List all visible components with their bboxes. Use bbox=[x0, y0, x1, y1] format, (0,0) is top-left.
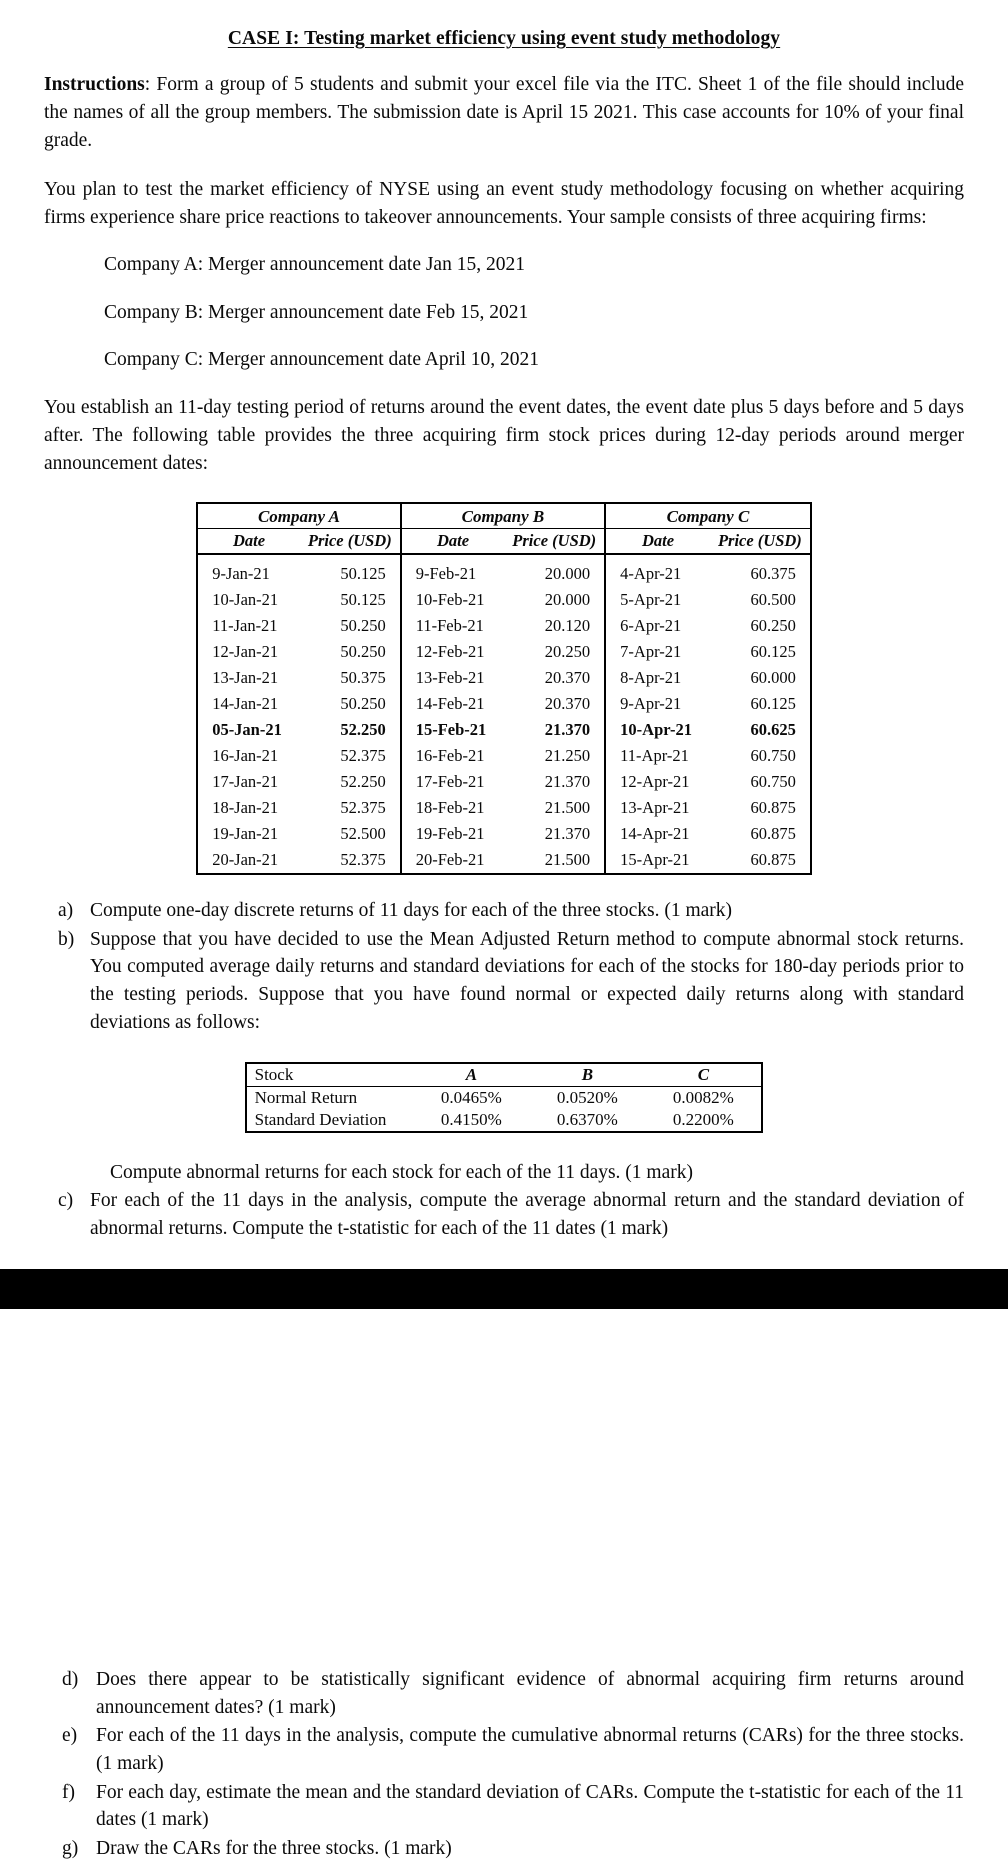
list-marker: d) bbox=[62, 1669, 79, 1690]
question-text: Suppose that you have decided to use the Mean Adjusted Return method to compute abnormal stock returns. You computed average daily returns and standard deviations for each of the stocks for 180-day periods prior to the testing periods. Suppose that you have found normal or expected daily returns along with standard deviations as follows: bbox=[90, 928, 964, 1033]
cell-c-date: 6-Apr-21 bbox=[605, 613, 710, 639]
list-marker: f) bbox=[62, 1781, 75, 1803]
cell-b-date: 9-Feb-21 bbox=[401, 554, 505, 587]
cell-a-price: 50.375 bbox=[340, 667, 386, 687]
table-row bbox=[197, 691, 811, 717]
table-row bbox=[197, 639, 811, 665]
cell-b-price: 21.500 bbox=[544, 849, 591, 869]
cell-c-price: 60.125 bbox=[750, 641, 796, 661]
price-table-group-header-row bbox=[197, 503, 811, 529]
instructions-text: : Form a group of 5 students and submit your excel file via the ITC. Sheet 1 of the file should include the names of all the group members. The submission date is April 15 2021. This case accounts for 10% of your final grade. bbox=[44, 74, 964, 151]
stats-value-c: 0.2200% bbox=[672, 1110, 734, 1130]
cell-b-date: 19-Feb-21 bbox=[401, 821, 505, 847]
company-a-line: Company A: Merger announcement date Jan 15, 2021 bbox=[104, 254, 525, 276]
cell-c-price: 60.125 bbox=[750, 693, 796, 713]
questions-lower-block bbox=[0, 1666, 1008, 1870]
cell-a-date: 20-Jan-21 bbox=[212, 849, 279, 869]
stats-header-c: C bbox=[645, 1063, 762, 1087]
stats-table-body bbox=[246, 1087, 763, 1133]
question-item-f bbox=[44, 1779, 964, 1834]
table-row bbox=[197, 847, 811, 874]
sub-header-a-price: Price (USD) bbox=[300, 528, 401, 554]
cell-b-price: 20.370 bbox=[544, 693, 591, 713]
normal-return-table bbox=[245, 1062, 764, 1133]
price-table-body bbox=[197, 554, 811, 874]
cell-c-price: 60.625 bbox=[750, 719, 796, 739]
cell-b-date: 20-Feb-21 bbox=[401, 847, 505, 874]
cell-a-price: 50.250 bbox=[340, 693, 386, 713]
stats-value-a: 0.0465% bbox=[440, 1088, 502, 1108]
questions-upper-cont-list bbox=[44, 1187, 964, 1242]
cell-c-price: 60.500 bbox=[750, 589, 796, 609]
cell-c-date: 12-Apr-21 bbox=[605, 769, 710, 795]
stats-row-label: Standard Deviation bbox=[254, 1110, 387, 1130]
cell-b-date: 11-Feb-21 bbox=[401, 613, 505, 639]
question-item-d bbox=[44, 1666, 964, 1721]
cell-c-date: 4-Apr-21 bbox=[605, 554, 710, 587]
cell-c-date: 11-Apr-21 bbox=[605, 743, 710, 769]
cell-c-date: 10-Apr-21 bbox=[605, 717, 710, 743]
question-item-g bbox=[44, 1835, 964, 1863]
company-b-line: Company B: Merger announcement date Feb 15, 2021 bbox=[104, 301, 529, 323]
clipped-question-h bbox=[110, 1864, 964, 1870]
table-row bbox=[197, 554, 811, 587]
document-body bbox=[44, 71, 964, 478]
group-header-company-c: Company C bbox=[605, 503, 811, 529]
cell-b-price: 21.370 bbox=[544, 771, 591, 791]
stats-value-b: 0.0520% bbox=[556, 1088, 618, 1108]
list-marker: e) bbox=[62, 1725, 78, 1747]
cell-c-date: 8-Apr-21 bbox=[605, 665, 710, 691]
question-text: For each of the 11 days in the analysis, compute the cumulative abnormal returns (CARs) for the three stocks. (1 mark) bbox=[96, 1725, 964, 1775]
cell-c-date: 5-Apr-21 bbox=[605, 587, 710, 613]
cell-c-price: 60.750 bbox=[750, 771, 796, 791]
cell-c-date: 13-Apr-21 bbox=[605, 795, 710, 821]
cell-c-price: 60.375 bbox=[750, 563, 796, 583]
cell-a-date: 12-Jan-21 bbox=[212, 641, 279, 661]
cell-a-date: 18-Jan-21 bbox=[212, 797, 279, 817]
cell-a-date: 10-Jan-21 bbox=[212, 589, 279, 609]
question-item-e bbox=[44, 1722, 964, 1777]
sub-header-c-date: Date bbox=[605, 528, 710, 554]
cell-b-price: 21.370 bbox=[544, 719, 591, 739]
company-c-line: Company C: Merger announcement date April 10, 2021 bbox=[104, 348, 540, 370]
stats-table-row bbox=[246, 1087, 763, 1110]
stats-table-row bbox=[246, 1109, 763, 1132]
scan-artifact-black-band bbox=[0, 1269, 1008, 1309]
cell-b-price: 20.250 bbox=[544, 641, 591, 661]
question-item-c bbox=[44, 1187, 964, 1242]
cell-c-price: 60.750 bbox=[750, 745, 796, 765]
stats-header-a: A bbox=[413, 1063, 529, 1087]
question-item-b bbox=[44, 926, 964, 1037]
cell-a-price: 52.250 bbox=[340, 719, 386, 739]
sub-header-b-price: Price (USD) bbox=[504, 528, 605, 554]
questions-upper-list bbox=[44, 897, 964, 1036]
cell-b-date: 17-Feb-21 bbox=[401, 769, 505, 795]
cell-b-date: 14-Feb-21 bbox=[401, 691, 505, 717]
question-text: For each of the 11 days in the analysis, compute the average abnormal return and the standard deviation of abnormal returns. Compute the t-statistic for each of the 11 dates (1 mark) bbox=[90, 1190, 964, 1239]
table-row bbox=[197, 613, 811, 639]
stats-value-a: 0.4150% bbox=[440, 1110, 502, 1130]
questions-lower-body bbox=[44, 1666, 964, 1870]
stats-table-container bbox=[0, 1062, 1008, 1133]
cell-a-date: 16-Jan-21 bbox=[212, 745, 279, 765]
cell-b-price: 21.500 bbox=[544, 797, 591, 817]
cell-c-price: 60.000 bbox=[750, 667, 796, 687]
price-table-head bbox=[197, 503, 811, 554]
cell-b-price: 20.000 bbox=[544, 589, 591, 609]
cell-a-price: 52.375 bbox=[340, 849, 386, 869]
cell-a-date: 11-Jan-21 bbox=[212, 615, 278, 635]
question-text: Does there appear to be statistically significant evidence of abnormal acquiring firm returns around announcement dates? (1 mark) bbox=[96, 1669, 964, 1718]
cell-a-price: 52.375 bbox=[340, 745, 386, 765]
questions-lower-list bbox=[44, 1666, 964, 1863]
cell-c-date: 15-Apr-21 bbox=[605, 847, 710, 874]
question-text: Draw the CARs for the three stocks. (1 mark) bbox=[96, 1838, 452, 1860]
document-page bbox=[0, 16, 1008, 1860]
stats-header-stock: Stock bbox=[246, 1063, 414, 1087]
list-marker: c) bbox=[58, 1190, 74, 1212]
cell-a-date: 17-Jan-21 bbox=[212, 771, 279, 791]
table-row bbox=[197, 717, 811, 743]
sub-header-a-date: Date bbox=[197, 528, 300, 554]
cell-b-price: 21.370 bbox=[544, 823, 591, 843]
questions-upper-block bbox=[44, 897, 964, 1036]
cell-b-date: 10-Feb-21 bbox=[401, 587, 505, 613]
cell-a-price: 52.500 bbox=[340, 823, 386, 843]
cell-b-date: 18-Feb-21 bbox=[401, 795, 505, 821]
questions-upper-cont-block bbox=[44, 1159, 964, 1242]
instructions-paragraph bbox=[44, 71, 964, 155]
cell-a-date: 05-Jan-21 bbox=[212, 719, 282, 739]
table-row bbox=[197, 769, 811, 795]
stats-value-c: 0.0082% bbox=[672, 1088, 734, 1108]
question-item-a bbox=[44, 897, 964, 925]
intro-paragraph: You plan to test the market efficiency of NYSE using an event study methodology focusing on whether acquiring firms experience share price reactions to takeover announcements. Your sample consists of three acquiring firms: bbox=[44, 178, 964, 228]
cell-a-date: 13-Jan-21 bbox=[212, 667, 279, 687]
cell-c-price: 60.250 bbox=[750, 615, 796, 635]
price-table-sub-header-row bbox=[197, 528, 811, 554]
cell-b-price: 20.120 bbox=[544, 615, 591, 635]
cell-c-price: 60.875 bbox=[750, 849, 796, 869]
instructions-label: Instructions bbox=[44, 74, 145, 95]
cell-c-date: 7-Apr-21 bbox=[605, 639, 710, 665]
cell-a-price: 52.375 bbox=[340, 797, 386, 817]
table-row bbox=[197, 743, 811, 769]
cell-c-price: 60.875 bbox=[750, 823, 796, 843]
table-row bbox=[197, 795, 811, 821]
cell-a-price: 52.250 bbox=[340, 771, 386, 791]
page-title: CASE I: Testing market efficiency using event study methodology bbox=[227, 28, 781, 49]
sub-header-c-price: Price (USD) bbox=[710, 528, 811, 554]
cell-a-date: 19-Jan-21 bbox=[212, 823, 279, 843]
price-table-container bbox=[0, 502, 1008, 875]
stats-table-head bbox=[246, 1063, 763, 1087]
stats-header-b: B bbox=[529, 1063, 645, 1087]
cell-c-date: 14-Apr-21 bbox=[605, 821, 710, 847]
cell-b-date: 13-Feb-21 bbox=[401, 665, 505, 691]
list-marker: a) bbox=[58, 899, 74, 921]
cell-a-price: 50.250 bbox=[340, 641, 386, 661]
cell-a-price: 50.125 bbox=[340, 589, 386, 609]
cell-b-price: 20.000 bbox=[544, 563, 591, 583]
stats-header-row bbox=[246, 1063, 763, 1087]
cell-c-date: 9-Apr-21 bbox=[605, 691, 710, 717]
cell-b-date: 16-Feb-21 bbox=[401, 743, 505, 769]
after-stats-instruction: Compute abnormal returns for each stock for each of the 11 days. (1 mark) bbox=[110, 1162, 693, 1184]
cell-b-date: 15-Feb-21 bbox=[401, 717, 505, 743]
cell-a-date: 9-Jan-21 bbox=[212, 563, 270, 583]
table-row bbox=[197, 821, 811, 847]
question-text: For each day, estimate the mean and the standard deviation of CARs. Compute the t-statistic for each of the 11 dates (1 mark) bbox=[96, 1781, 964, 1831]
sub-header-b-date: Date bbox=[401, 528, 505, 554]
cell-b-price: 20.370 bbox=[544, 667, 591, 687]
cell-a-date: 14-Jan-21 bbox=[212, 693, 279, 713]
table-row bbox=[197, 665, 811, 691]
list-marker: b) bbox=[58, 928, 75, 950]
group-header-company-a: Company A bbox=[197, 503, 401, 529]
cell-b-price: 21.250 bbox=[544, 745, 591, 765]
testing-period-paragraph: You establish an 11-day testing period of returns around the event dates, the event date plus 5 days before and 5 days after. The following table provides the three acquiring firm stock prices during 12-day periods around merger announcement dates: bbox=[44, 397, 964, 475]
cell-a-price: 50.250 bbox=[340, 615, 386, 635]
stats-row-label: Normal Return bbox=[254, 1088, 358, 1108]
cell-b-date: 12-Feb-21 bbox=[401, 639, 505, 665]
list-marker: g) bbox=[62, 1838, 79, 1860]
stats-value-b: 0.6370% bbox=[556, 1110, 618, 1130]
stock-price-table bbox=[196, 502, 812, 875]
cell-a-price: 50.125 bbox=[340, 563, 386, 583]
table-row bbox=[197, 587, 811, 613]
question-text: Compute one-day discrete returns of 11 days for each of the three stocks. (1 mark) bbox=[90, 899, 733, 921]
group-header-company-b: Company B bbox=[401, 503, 605, 529]
cell-c-price: 60.875 bbox=[750, 797, 796, 817]
